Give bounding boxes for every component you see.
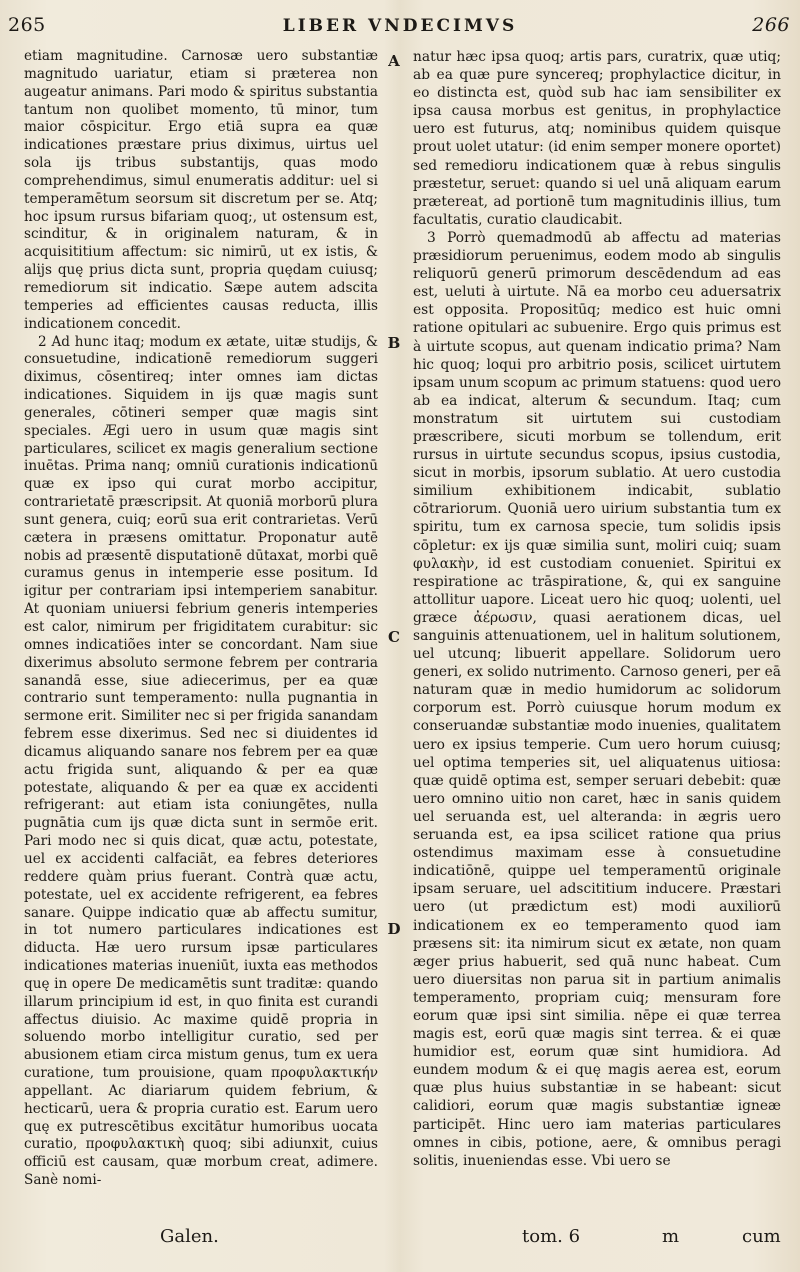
left-page-number: 265 bbox=[8, 14, 46, 36]
right-page-number: 266 bbox=[752, 14, 790, 36]
footer-tome: tom. 6 bbox=[522, 1226, 581, 1247]
margin-section-letters bbox=[380, 0, 408, 1272]
book-title: LIBER VNDECIMVS bbox=[282, 16, 518, 36]
margin-letter-c: C bbox=[388, 628, 400, 646]
footer-signature-galen: Galen. bbox=[160, 1226, 219, 1247]
margin-letter-d: D bbox=[387, 920, 401, 938]
left-paragraph-2: 2 Ad hunc itaq; modum ex ætate, uitæ studijs, & consuetudine, indicationē remediorum suggeri diximus, cōsentireq; inter omnes iam dictas indicationes. Siquidem in ijs quæ magis sunt generales, cōtineri semper quæ magis sint speciales. Ægi uero in usum quæ magis sint particulares, scilicet ex magis generalium sectione inuētas. Prima nanq; omniū curationis indicationū quæ ex ipso qui curat morbo accipitur, contrarietatē præscripsit. At quoniā morborū plura sunt genera, cuiq; eorū sua erit contrarietas. Verū cætera in præsens omittatur. Proponatur autē nobis ad præsentē disputationē dūtaxat, morbi quē curamus genus in intemperie esse positum. Id igitur per contrariam ipsi intemperiem sanabitur. At quoniam uniuersi febrium generis intemperies est calor, nimirum per frigiditatem curabitur: sic omnes indicatiões inter se concordant. Nam siue dixerimus absoluto sermone febrem per contraria sanandā esse, siue adiecerimus, per ea quæ contrario sunt temperamento: nulla pugnantia in sermone erit. Similiter nec si per frigida sanandam febrem esse dixerimus. Sed nec si diuidentes id dicamus aliquando sanare nos febrem per ea quæ actu frigida sunt, aliquando & per ea quæ potestate, aliquando & per ea quæ ex accidenti refrigerant: aut etiam ista coniungētes, nulla pugnātia cum ijs quæ dicta sunt in sermōe erit. Pari modo nec si quis dicat, quæ actu, potestate, uel ex accidenti calfaciāt, ea febres deteriores reddere quàm prius fuerant. Contrà quæ actu, potestate, uel ex accidente refrigerent, ea febres sanare. Quippe indicatio quæ ab affectu sumitur, in tot numero particulares indicationes est diducta. Hæ uero rursum ipsæ particulares indicationes materias inueniūt, iuxta eas methodos quę in opere De medicamētis sunt traditæ: quando illarum principium id est, in quo finita est curandi affectus diuisio. Ac maxime quidē propria in soluendo morbo intelligitur curatio, sed per abusionem etiam circa mistum genus, tum ex uera curatione, tum prouisione, quam προφυλακτικήν appellant. Ac diariarum quidem febrium, & hecticarū, uera & propria curatio est. Earum uero quę ex putrescētibus excitātur humoribus uocata curatio, προφυλακτικὴ quoq; sibi adiunxit, cuius officiū est causam, quæ morbum creat, adimere. Sanè nomi- bbox=[24, 333, 378, 1189]
right-column bbox=[413, 48, 781, 1218]
footer-signature-mark: m bbox=[662, 1226, 680, 1247]
right-paragraph-2: 3 Porrò quemadmodū ab affectu ad materias præsidiorum peruenimus, eodem modo ab singulis reliquorū generū primorum descēdendum ad eas est, ueluti à uirtute. Nā ea morbo ceu aduersatrix est opposita. Propositūq; medico est huic omni ratione opitulari ac subuenire. Ergo quis primus est à uirtute scopus, aut quenam indicatio prima? Nam hic quoq; loqui pro arbitrio posis, scilicet uirtutem ipsam unum scopum ac primum statuens: quod uero ab ea indicat, alterum & secundum. Itaq; cum monstratum sit uirtutem sui custodiam præscribere, sicuti morbum se tollendum, erit rursus in uirtute secundus scopus, ipsius custodia, sicut in morbis, ipsorum sublatio. At uero custodia similium exhibitionem indicabit, sublatio cōtrariorum. Quoniā uero uirium substantia tum ex spiritu, tum ex carnosa specie, tum solidis ipsis cōpletur: ex ijs quæ similia sunt, moliri cuiq; suam φυλακὴν, id est custodiam conueniet. Spiritui ex respiratione ac trāspiratione, &, qui ex sanguine attollitur uapore. Liceat uero hic quoq; uolenti, uel græce ἀέρωσιν, quasi aerationem dicas, uel sanguinis attenuationem, uel in halitum solutionem, uel utcunq; libuerit appellare. Solidorum uero generi, ex solido nutrimento. Carnoso generi, per eā naturam quæ in medio humidorum ac solidorum corporum est. Porrò cuiusque horum modum ex conseruandæ substantiæ modo inuenies, qualitatem uero ex ipsius temperie. Cum uero horum cuiusq; uel optima temperies sit, uel aliquatenus uitiosa: quæ quidē optima est, semper seruari debebit: quæ uero omnino uitio non caret, hæc in sanis quidem uel seruanda est, uel alteranda: in ægris uero seruanda est, ea ipsa scilicet ratione qua prius ostendimus maximam esse à consuetudine indicatiōnē, quippe uel temperamentū originale ipsam seruare, uel adscititium inducere. Præstari uero (ut prædictum est) modi auxiliorū indicationem ex eo temperamento quod iam præsens sit: ita nimirum sicut ex ætate, non quam æger prius habuerit, sed quā nunc habeat. Cum uero diuersitas non parua sit in partium animalis temperamento, propriam cuiq; mensuram fore eorum quæ ipsi sint similia. nēpe ei quæ terrea magis est, eorū quæ magis sint terrea. & ei quæ humidior est, eorum quæ sint humidiora. Ad eundem modum & ei quę magis aerea est, eorum quæ plus huius substantiæ in se habeant: sicut calidiori, eorum quæ magis substantiæ igneæ participēt. Hinc uero iam materias particulares omnes in cibis, potione, aere, & omnibus peragi solitis, inueniendas esse. Vbi uero se bbox=[413, 229, 781, 1169]
right-paragraph-1: natur hæc ipsa quoq; artis pars, curatrix, quæ utiq; ab ea quæ pure syncereq; prophylactice dicitur, in eo distincta est, quòd sub hac iam sensibiliter ex ipsa causa morbus est genitus, in prophylactice uero est futurus, atq; nominibus quidem quisque prout uolet utatur: (id enim semper monere oportet) sed remedioru indicationem quæ à rebus singulis præstetur, seruet: quando si uel unā aliquam earum prætereat, ad portionē tum magnitudinis illius, tum facultatis, curatio claudicabit. bbox=[413, 49, 781, 228]
margin-letter-b: B bbox=[387, 334, 401, 352]
margin-letter-a: A bbox=[388, 52, 400, 70]
footer-catchword: cum bbox=[742, 1226, 781, 1247]
left-paragraph-1: etiam magnitudine. Carnosæ uero substantiæ magnitudo uariatur, etiam si præterea non augeatur animans. Pari modo & spiritus substantia tantum non quolibet momento, tū minor, tum maior cōspicitur. Ergo etiā supra ea quæ indicationes præstare prius diximus, uirtus uel sola ijs tribus substantijs, quas modo comprehendimus, simul enumeratis additur: uel si temperamētum seorsum sit discretum per se. Atq; hoc ipsum rursus bifariam quoq;, ut ostensum est, scinditur, & in originalem naturam, & in acquisititium affectum: sic nimirū, ut ex istis, & alijs quę prius dicta sunt, propria quędam cuiusq; remediorum sit indicatio. Sæpe autem adscita temperies ad efficientes causas reducta, illis indicationem concedit. bbox=[24, 48, 378, 332]
left-column bbox=[24, 48, 378, 1218]
